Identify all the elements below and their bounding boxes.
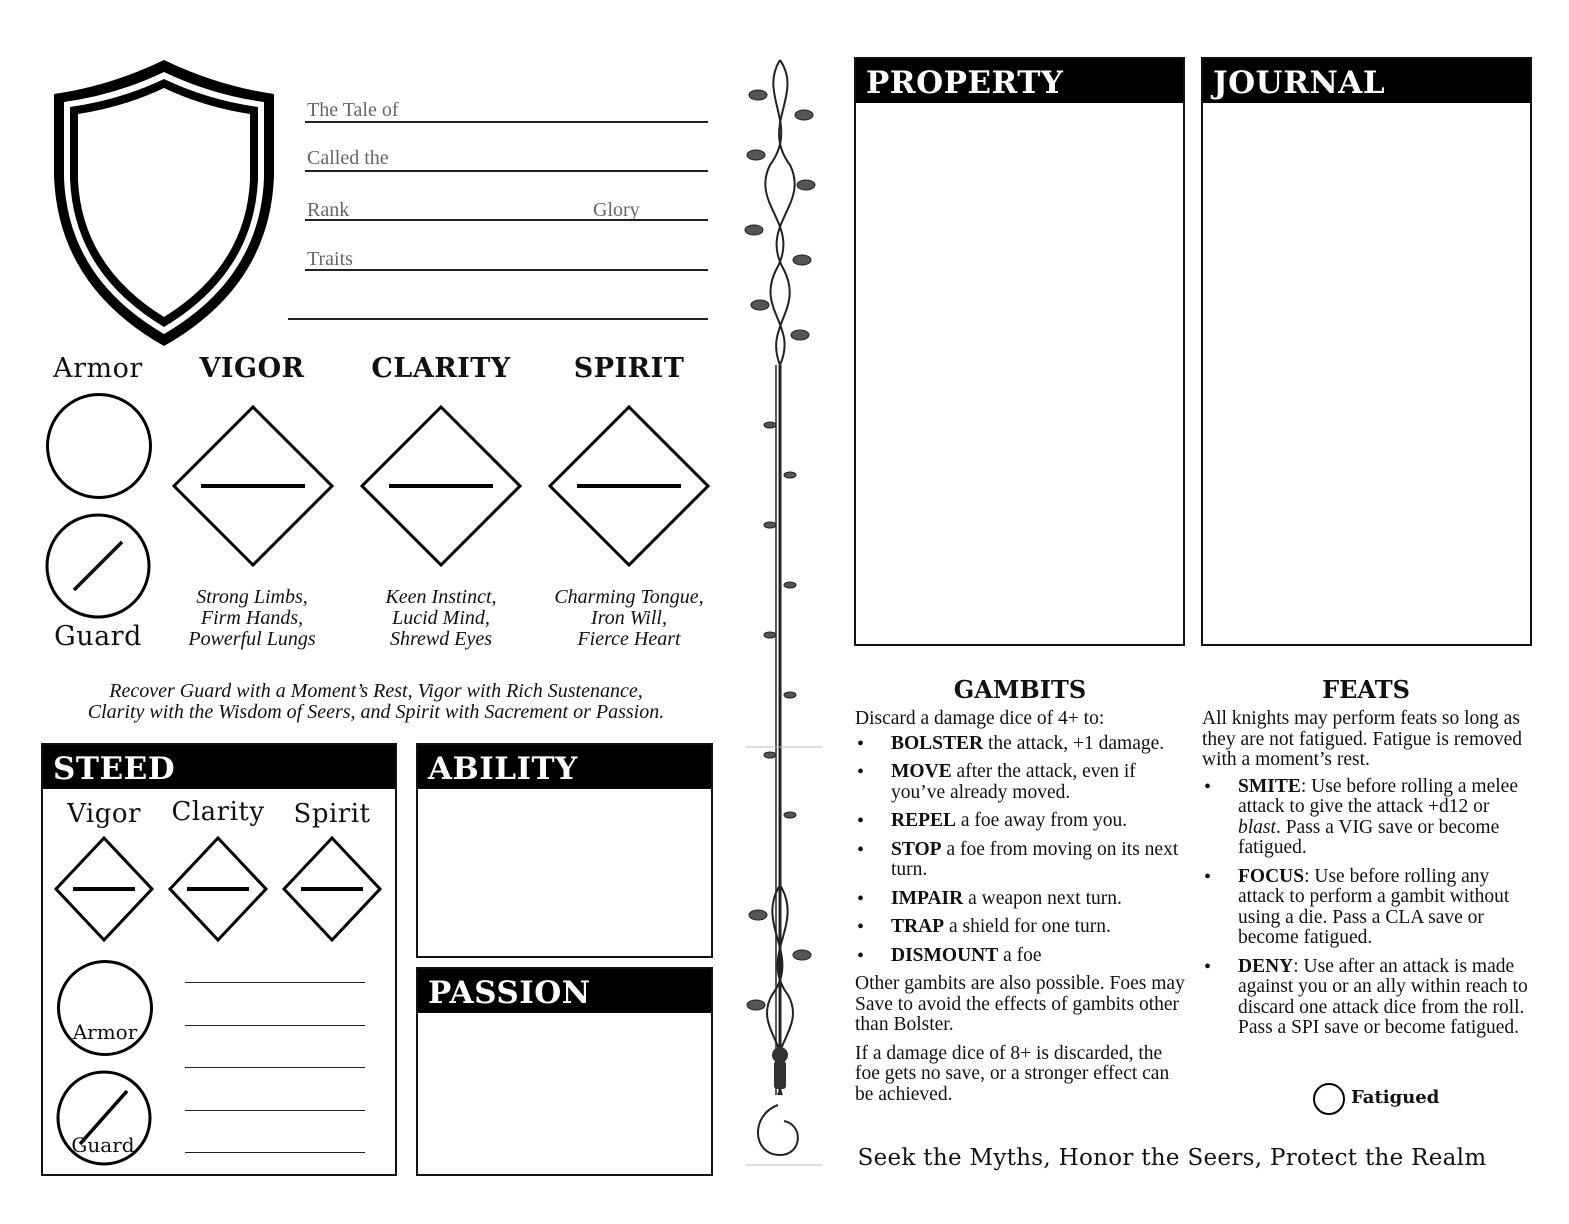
gambit-repel: • REPEL a foe away from you.: [891, 811, 1187, 832]
steed-spirit-diamond[interactable]: [281, 836, 383, 942]
gambits-outro-2: If a damage dice of 8+ is discarded, the foe gets no save, or a stronger effect can be achieved.: [855, 1042, 1170, 1105]
gambit-stop: • STOP a foe from moving on its next turn.: [891, 840, 1187, 881]
tale-of-field[interactable]: [305, 121, 708, 123]
journal-box[interactable]: [1201, 57, 1532, 646]
traits-field-extra[interactable]: [288, 318, 708, 320]
passion-title: PASSION: [418, 969, 711, 1013]
steed-guard-label: Guard: [71, 1133, 135, 1157]
vigor-heading: VIGOR: [199, 353, 305, 384]
guard-circle[interactable]: [44, 512, 152, 620]
feats-rules: [1202, 709, 1532, 1047]
motto: Seek the Myths, Honor the Seers, Protect the Realm: [857, 1145, 1487, 1171]
tale-of-label: The Tale of: [307, 99, 399, 121]
steed-spirit-label: Spirit: [293, 799, 371, 829]
gambit-move: • MOVE after the attack, even if you’ve already moved.: [891, 762, 1187, 803]
property-title: PROPERTY: [856, 59, 1183, 103]
feat-deny: • DENY: Use after an attack is made against you or an ally within reach to discard one attack dice from the roll. Pass a SPI save or become fatigued.: [1238, 957, 1532, 1039]
called-the-label: Called the: [307, 147, 389, 169]
feat-focus: • FOCUS: Use before rolling any attack to perform a gambit without using a die. Pass a CLA save or become fatigued.: [1238, 867, 1532, 949]
armor-circle[interactable]: [46, 393, 152, 499]
steed-vigor-diamond[interactable]: [53, 836, 155, 942]
spirit-description: Charming Tongue, Iron Will, Fierce Heart: [554, 586, 704, 650]
steed-clarity-label: Clarity: [171, 797, 265, 827]
steed-line-2[interactable]: [185, 1025, 365, 1026]
gambits-intro: Discard a damage dice of 4+ to:: [855, 708, 1105, 729]
traits-field[interactable]: [305, 269, 708, 271]
gambit-trap: • TRAP a shield for one turn.: [891, 917, 1187, 938]
vine-divider-ornament: [740, 55, 830, 1175]
feats-intro: All knights may perform feats so long as they are not fatigued. Fatigue is removed with a moment’s rest.: [1202, 708, 1523, 770]
vigor-description: Strong Limbs, Firm Hands, Powerful Lungs: [188, 586, 316, 650]
feats-heading: FEATS: [1322, 675, 1410, 704]
spirit-diamond[interactable]: [547, 404, 711, 568]
feat-smite: • SMITE: Use before rolling a melee attack to give the attack +d12 or blast. Pass a VIG save or become fatigued.: [1238, 777, 1532, 859]
steed-line-1[interactable]: [185, 982, 365, 983]
steed-line-4[interactable]: [185, 1110, 365, 1111]
clarity-description: Keen Instinct, Lucid Mind, Shrewd Eyes: [385, 586, 497, 650]
armor-heading: Armor: [53, 353, 143, 384]
feats-list: [1202, 777, 1532, 1039]
called-the-field[interactable]: [305, 170, 708, 172]
ability-box[interactable]: [416, 743, 713, 958]
gambit-dismount: • DISMOUNT a foe: [891, 946, 1187, 967]
heraldic-shield: [50, 56, 278, 351]
rank-glory-field[interactable]: [305, 219, 708, 221]
traits-label: Traits: [307, 248, 353, 270]
gambits-heading: GAMBITS: [953, 675, 1087, 704]
steed-armor-label: Armor: [72, 1020, 138, 1044]
ability-title: ABILITY: [418, 745, 711, 789]
glory-label: Glory: [593, 199, 640, 221]
recovery-note: Recover Guard with a Moment’s Rest, Vigor with Rich Sustenance, Clarity with the Wisdom of Seers, and Spirit with Sacrement or Passion.: [87, 680, 665, 723]
gambits-list: [855, 734, 1187, 967]
fatigued-label: Fatigued: [1351, 1087, 1440, 1108]
clarity-heading: CLARITY: [371, 353, 511, 384]
passion-box[interactable]: [416, 967, 713, 1176]
steed-clarity-diamond[interactable]: [167, 836, 269, 942]
journal-title: JOURNAL: [1203, 59, 1530, 103]
steed-title: STEED: [43, 745, 395, 789]
steed-vigor-label: Vigor: [67, 799, 141, 829]
guard-heading: Guard: [54, 621, 142, 652]
rank-label: Rank: [307, 199, 350, 221]
gambit-bolster: • BOLSTER the attack, +1 damage.: [891, 734, 1187, 755]
property-box[interactable]: [854, 57, 1185, 646]
spirit-heading: SPIRIT: [573, 353, 685, 384]
gambits-outro-1: Other gambits are also possible. Foes may Save to avoid the effects of gambits other than Bolster.: [855, 973, 1185, 1035]
gambits-rules: [855, 709, 1187, 1113]
gambit-impair: • IMPAIR a weapon next turn.: [891, 889, 1187, 910]
vigor-diamond[interactable]: [171, 404, 335, 568]
steed-line-3[interactable]: [185, 1067, 365, 1068]
steed-line-5[interactable]: [185, 1152, 365, 1153]
clarity-diamond[interactable]: [359, 404, 523, 568]
fatigued-checkbox[interactable]: [1313, 1083, 1345, 1115]
